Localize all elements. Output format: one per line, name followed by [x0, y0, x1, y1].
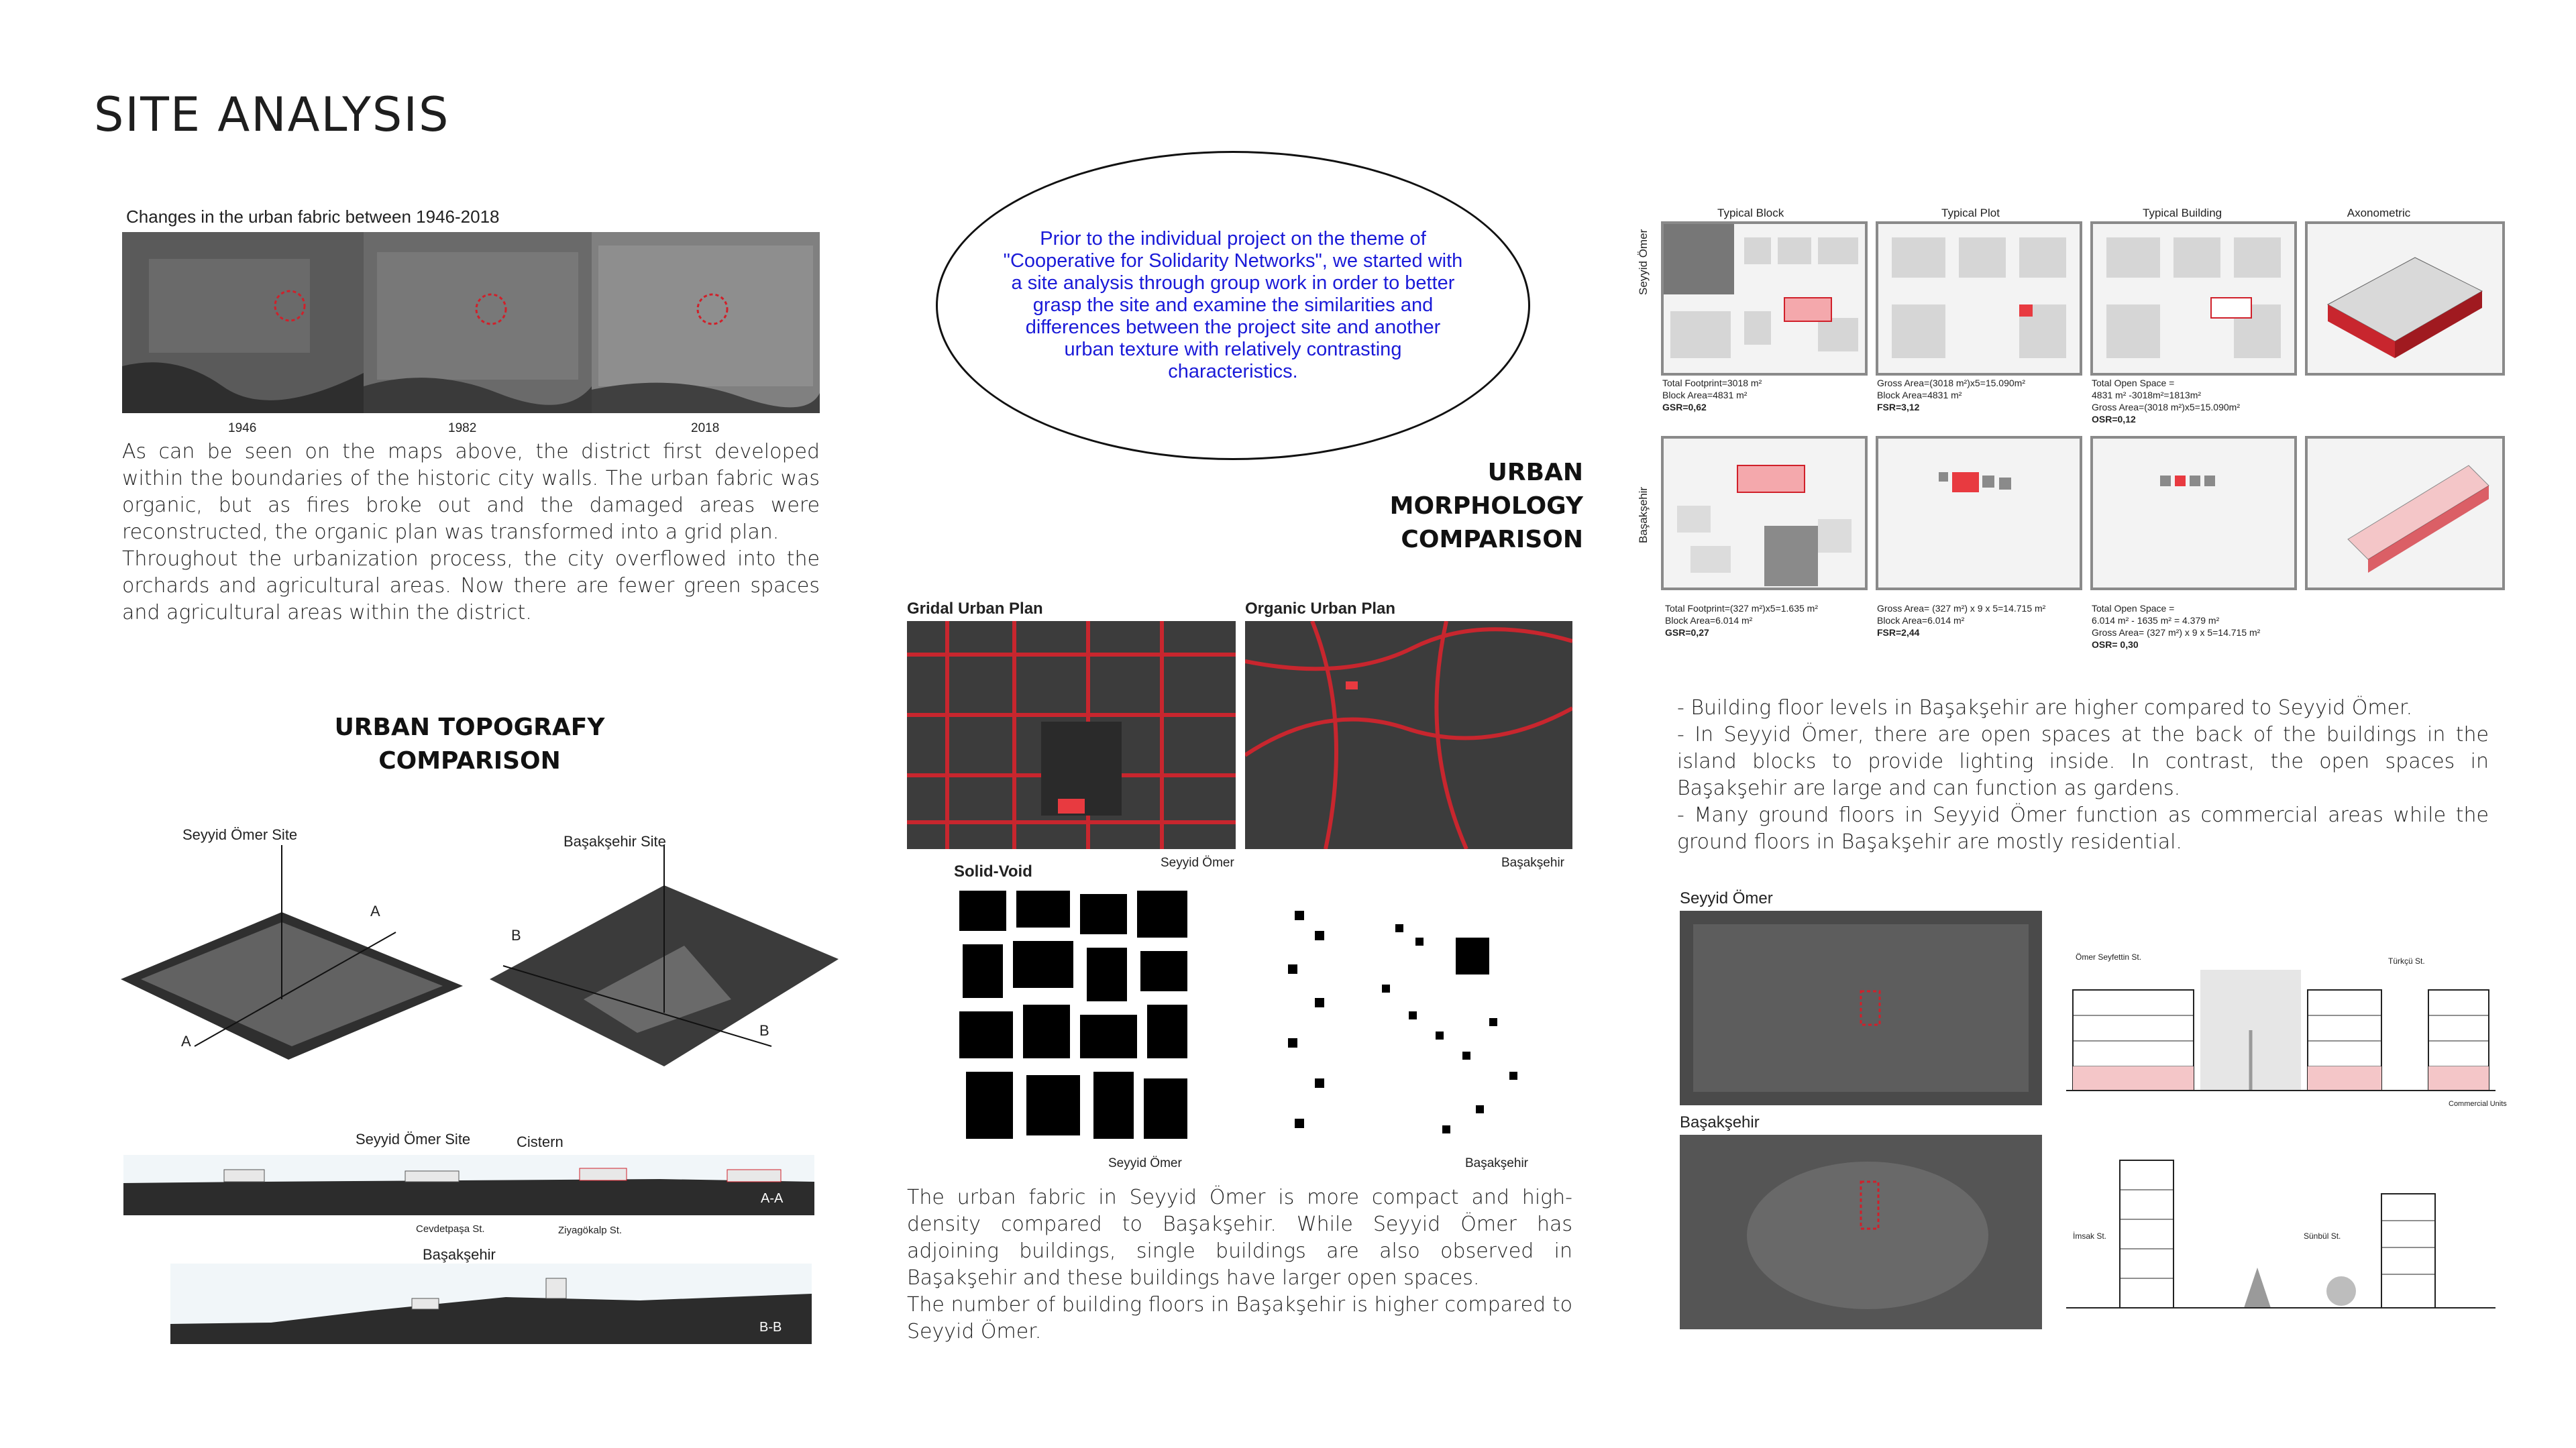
intro-bubble-text: Prior to the individual project on the theme of "Cooperative for Solidarity Networks", we started with a site analysis through group work in order to better grasp the site and examine the similarities and differences between the project site and another urban texture with relatively contrasting characteristics.: [1003, 228, 1463, 382]
basaksehir-plot-diagram: [1876, 436, 2082, 590]
section-bb-site: Başakşehir: [423, 1246, 496, 1263]
history-paragraph-1: As can be seen on the maps above, the district first developed within the boundaries of the historic city walls. The urban fabric was organic, but as fires broke out and the damaged areas were reconstructed, the organic plan was transformed into a grid plan.: [122, 440, 820, 544]
morphology-heading: [1368, 456, 1583, 557]
stat-line: Gross Area= (327 m²) x 9 x 5=14.715 m²: [1877, 603, 2046, 614]
stat-line: 6.014 m² - 1635 m² = 4.379 m²: [2092, 615, 2220, 626]
solid-void-basaksehir: [1275, 884, 1570, 1152]
solid-void-seyyid-omer: [953, 884, 1194, 1152]
page-title: SITE ANALYSIS: [94, 87, 450, 142]
stat-line: Gross Area=(3018 m²)x5=15.090m²: [2092, 402, 2240, 412]
col-header-building: Typical Building: [2143, 207, 2222, 219]
history-text: [122, 439, 820, 626]
aerial-basaksehir: [1680, 1135, 2042, 1329]
aerial-label-seyyid-omer: Seyyid Ömer: [1680, 889, 1773, 907]
finding-2: - In Seyyid Ömer, there are open spaces at the back of the buildings in the island blocks to provide lighting inside. In contrast, the open spaces in Başakşehir are large and can function as gardens.: [1677, 723, 2489, 800]
marker-a-bottom: A: [181, 1033, 191, 1050]
basaksehir-axonometric: [2305, 436, 2505, 590]
stat-line: Total Footprint=(327 m²)x5=1.635 m²: [1665, 603, 1818, 614]
stat-ratio: GSR=0,27: [1665, 627, 1709, 638]
seyyid-plot-stats: [1877, 377, 2078, 413]
solid-void-label: Solid-Void: [954, 862, 1032, 881]
section-aa-street1: Cevdetpaşa St.: [416, 1223, 485, 1235]
solid-void-site1-label: Seyyid Ömer: [1108, 1156, 1182, 1170]
section-aa-site: Seyyid Ömer Site: [356, 1131, 471, 1148]
col-header-axonometric: Axonometric: [2347, 207, 2411, 219]
seyyid-plot-diagram: [1876, 221, 2082, 376]
stat-line: Block Area=4831 m²: [1877, 390, 1962, 400]
seyyid-axonometric: [2305, 221, 2505, 376]
stat-line: Block Area=4831 m²: [1662, 390, 1748, 400]
stat-ratio: OSR= 0,30: [2092, 639, 2139, 650]
section-aa-label: A-A: [761, 1191, 784, 1206]
stat-line: Total Footprint=3018 m²: [1662, 378, 1762, 388]
finding-1: - Building floor levels in Başakşehir are higher compared to Seyyid Ömer.: [1677, 696, 2413, 720]
row-label-basaksehir: Başakşehir: [1637, 486, 1650, 543]
organic-plan-map: [1245, 621, 1572, 849]
basaksehir-building-diagram: [2090, 436, 2297, 590]
stat-line: Total Open Space =: [2092, 378, 2175, 388]
stat-ratio: FSR=2,44: [1877, 627, 1920, 638]
findings-text: [1677, 695, 2489, 856]
gridal-plan-map: [907, 621, 1236, 849]
basaksehir-block-diagram: [1661, 436, 1868, 590]
seyyid-block-stats: [1662, 377, 1864, 413]
morphology-heading-line3: COMPARISON: [1401, 526, 1583, 553]
stat-ratio: OSR=0,12: [2092, 414, 2136, 425]
basaksehir-plot-stats: [1877, 602, 2078, 638]
aerial-label-basaksehir: Başakşehir: [1680, 1113, 1760, 1131]
topography-heading-line1: URBAN TOPOGRAFY: [334, 714, 605, 741]
section-aa-street2: Ziyagökalp St.: [558, 1225, 623, 1236]
stat-line: Gross Area= (327 m²) x 9 x 5=14.715 m²: [2092, 627, 2261, 638]
stat-ratio: GSR=0,62: [1662, 402, 1707, 412]
stat-ratio: FSR=3,12: [1877, 402, 1920, 412]
stat-line: Block Area=6.014 m²: [1665, 615, 1753, 626]
year-1982: 1982: [448, 421, 477, 435]
organic-site-label: Başakşehir: [1501, 856, 1564, 870]
stat-line: 4831 m² -3018m²=1813m²: [2092, 390, 2202, 400]
section1-street1: Ömer Seyfettin St.: [2076, 952, 2142, 962]
col-header-block: Typical Block: [1717, 207, 1784, 219]
aerial-seyyid-omer: [1680, 911, 2042, 1105]
year-2018: 2018: [691, 421, 720, 435]
organic-label: Organic Urban Plan: [1245, 600, 1396, 618]
stat-line: Block Area=6.014 m²: [1877, 615, 1965, 626]
section2-street2: Sünbül St.: [2304, 1231, 2341, 1241]
marker-a-top: A: [370, 903, 380, 920]
year-1946: 1946: [228, 421, 257, 435]
stat-line: Gross Area=(3018 m²)x5=15.090m²: [1877, 378, 2025, 388]
map-1982: [364, 232, 592, 413]
map-1946: [122, 232, 364, 413]
section-bb-label: B-B: [759, 1320, 782, 1335]
morphology-heading-line1: URBAN: [1487, 459, 1583, 486]
basaksehir-building-stats: [2092, 602, 2320, 651]
topography-heading-line2: COMPARISON: [378, 747, 561, 775]
marker-b-top: B: [511, 927, 521, 944]
topography-diagram: [114, 845, 845, 1113]
site1-label: Seyyid Ömer Site: [182, 826, 298, 843]
seyyid-block-diagram: [1661, 221, 1868, 376]
morphology-paragraph-1: The urban fabric in Seyyid Ömer is more compact and high-density compared to Başakşehir. While Seyyid Ömer has adjoining buildings, single buildings are also observed in Başakşehir and these buildings have larger open spaces.: [907, 1186, 1572, 1290]
seyyid-building-stats: [2092, 377, 2306, 425]
history-caption: Changes in the urban fabric between 1946-2018: [126, 207, 500, 227]
gridal-site-label: Seyyid Ömer: [1161, 856, 1234, 870]
section-aa: [123, 1155, 814, 1215]
finding-3: - Many ground floors in Seyyid Ömer function as commercial areas while the ground floors in Başakşehir are mostly residential.: [1677, 803, 2489, 854]
marker-b-bottom: B: [759, 1022, 769, 1039]
map-2018: [592, 232, 820, 413]
gridal-label: Gridal Urban Plan: [907, 600, 1043, 618]
row-label-seyyid-omer: Seyyid Ömer: [1637, 229, 1650, 295]
morphology-heading-line2: MORPHOLOGY: [1389, 492, 1583, 520]
stat-line: Total Open Space =: [2092, 603, 2175, 614]
basaksehir-block-stats: [1665, 602, 1866, 638]
morphology-text: [907, 1184, 1572, 1345]
solid-void-site2-label: Başakşehir: [1465, 1156, 1528, 1170]
col-header-plot: Typical Plot: [1941, 207, 2000, 219]
site2-label: Başakşehir Site: [564, 833, 666, 850]
section-bb: [170, 1264, 812, 1344]
section2-street1: İmsak St.: [2073, 1231, 2107, 1241]
intro-bubble: [936, 151, 1530, 460]
section1-street2: Türkçü St.: [2388, 956, 2425, 966]
section1-legend: Commercial Units: [2449, 1100, 2507, 1108]
street-section-seyyid-omer: [2066, 963, 2496, 1097]
street-section-basaksehir: [2066, 1154, 2496, 1321]
seyyid-building-diagram: [2090, 221, 2297, 376]
topography-heading: [282, 711, 657, 778]
history-paragraph-2: Throughout the urbanization process, the city overflowed into the orchards and agricultural areas. Now there are fewer green spaces and agricultural areas within the district.: [122, 547, 820, 624]
morphology-paragraph-2: The number of building floors in Başakşehir is higher compared to Seyyid Ömer.: [907, 1293, 1572, 1343]
section-aa-cistern: Cistern: [517, 1133, 564, 1150]
